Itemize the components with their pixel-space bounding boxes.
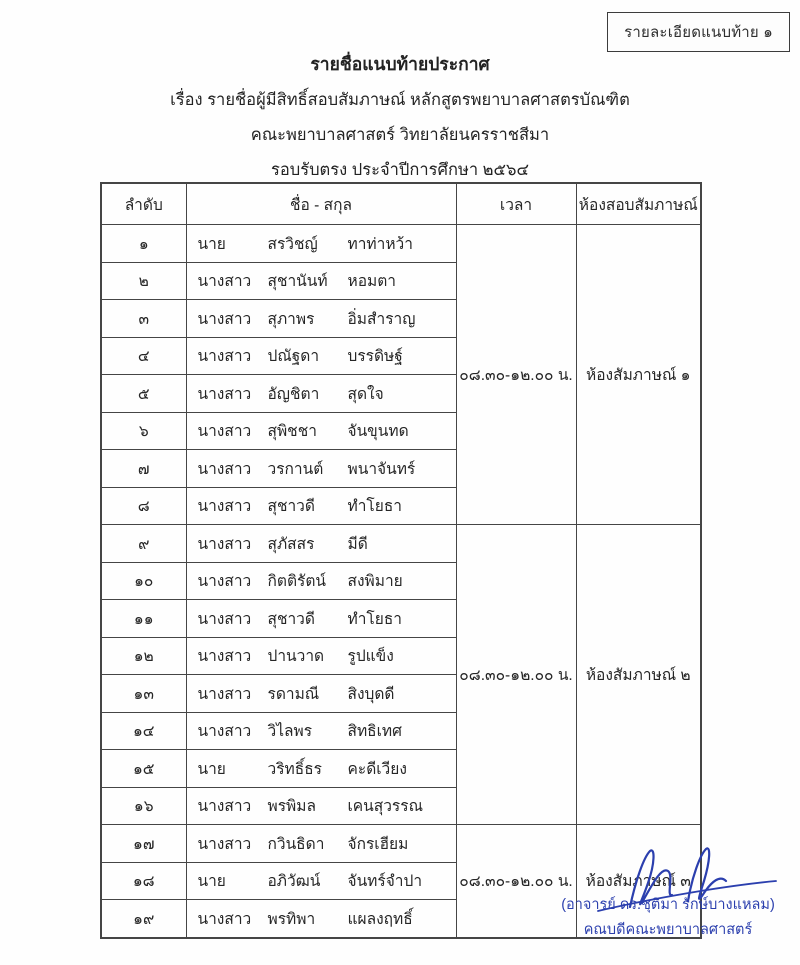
row-number: ๖: [101, 412, 186, 450]
first-name: วรกานต์: [267, 460, 324, 478]
row-number: ๘: [101, 487, 186, 525]
row-name: [186, 675, 456, 713]
header-name: ชื่อ - สกุล: [186, 183, 456, 225]
row-number: ๑๖: [101, 787, 186, 825]
title-block: [0, 50, 800, 192]
row-name: [186, 562, 456, 600]
row-number: ๒: [101, 262, 186, 300]
group-time: ๐๘.๓๐-๑๒.๐๐ น.: [456, 225, 576, 525]
first-name: พรพิมล: [267, 798, 316, 816]
last-name: ทำโยธา: [347, 498, 402, 516]
last-name: อิ่มสำราญ: [347, 310, 416, 328]
row-name: [186, 712, 456, 750]
row-name: [186, 787, 456, 825]
group-time: ๐๘.๓๐-๑๒.๐๐ น.: [456, 825, 576, 938]
row-number: ๕: [101, 375, 186, 413]
name-prefix: นางสาว: [197, 498, 252, 516]
row-name: [186, 750, 456, 788]
name-prefix: นาย: [197, 760, 226, 778]
row-number: ๑๕: [101, 750, 186, 788]
name-prefix: นางสาว: [197, 910, 252, 928]
first-name: สุภัสสร: [267, 535, 315, 553]
group-time: ๐๘.๓๐-๑๒.๐๐ น.: [456, 525, 576, 825]
first-name: ปานวาด: [267, 648, 325, 666]
last-name: ทำโยธา: [347, 610, 402, 628]
last-name: จักรเฮียม: [347, 835, 409, 853]
first-name: อภิวัฒน์: [267, 873, 321, 891]
row-name: [186, 862, 456, 900]
last-name: จันขุนทด: [347, 423, 409, 441]
first-name: วริทธิ์ธร: [267, 760, 322, 778]
row-name: [186, 375, 456, 413]
first-name: พรทิพา: [267, 910, 316, 928]
signature-block: [540, 893, 796, 943]
row-number: ๙: [101, 525, 186, 563]
first-name: อัญชิตา: [267, 385, 320, 403]
group-room: ห้องสัมภาษณ์ ๑: [576, 225, 701, 525]
last-name: มีดี: [347, 535, 368, 553]
row-number: ๑๗: [101, 825, 186, 863]
last-name: บรรดิษฐ์: [347, 348, 403, 366]
annex-label: รายละเอียดแนบท้าย ๑: [624, 24, 773, 41]
table-row: [101, 225, 701, 263]
row-number: ๑๓: [101, 675, 186, 713]
last-name: หอมตา: [347, 273, 397, 291]
table-header-row: [101, 183, 701, 225]
row-number: ๔: [101, 337, 186, 375]
row-name: [186, 412, 456, 450]
header-no: ลำดับ: [101, 183, 186, 225]
first-name: สุชาวดี: [267, 498, 315, 516]
name-prefix: นางสาว: [197, 273, 252, 291]
signer-name: (อาจารย์ ดร.ชุติมา รักษ์บางแหลม): [561, 897, 775, 913]
row-number: ๑๒: [101, 637, 186, 675]
name-prefix: นางสาว: [197, 460, 252, 478]
row-number: ๓: [101, 300, 186, 338]
last-name: สิงบุดดี: [347, 685, 395, 703]
row-name: [186, 450, 456, 488]
header-time: เวลา: [456, 183, 576, 225]
row-number: ๑๑: [101, 600, 186, 638]
name-prefix: นางสาว: [197, 310, 252, 328]
group-room: ห้องสัมภาษณ์ ๓: [576, 825, 701, 938]
header-room: ห้องสอบสัมภาษณ์: [576, 183, 701, 225]
annex-label-box: [607, 12, 790, 52]
first-name: กิตติรัตน์: [267, 573, 327, 591]
last-name: สงพิมาย: [347, 573, 403, 591]
name-prefix: นางสาว: [197, 648, 252, 666]
first-name: สุชานันท์: [267, 273, 328, 291]
last-name: เคนสุวรรณ: [347, 798, 423, 816]
document-subject: เรื่อง รายชื่อผู้มีสิทธิ์สอบสัมภาษณ์ หลักสูตรพยาบาลศาสตรบัณฑิต: [170, 91, 630, 109]
name-prefix: นาย: [197, 235, 226, 253]
last-name: จันทร์จำปา: [347, 873, 423, 891]
faculty-line: คณะพยาบาลศาสตร์ วิทยาลัยนครราชสีมา: [250, 126, 550, 144]
document-title: รายชื่อแนบท้ายประกาศ: [310, 54, 490, 74]
first-name: กวินธิดา: [267, 835, 325, 853]
name-prefix: นางสาว: [197, 348, 252, 366]
signer-title: คณบดีคณะพยาบาลศาสตร์: [583, 922, 753, 938]
row-name: [186, 300, 456, 338]
name-prefix: นางสาว: [197, 423, 252, 441]
table-row: [101, 525, 701, 563]
row-name: [186, 262, 456, 300]
row-name: [186, 825, 456, 863]
row-name: [186, 637, 456, 675]
row-number: ๑๘: [101, 862, 186, 900]
row-number: ๑๔: [101, 712, 186, 750]
last-name: แผลงฤทธิ์: [347, 910, 413, 928]
first-name: สรวิชญ์: [267, 235, 318, 253]
candidate-table: [100, 182, 702, 939]
name-prefix: นางสาว: [197, 835, 252, 853]
name-prefix: นาย: [197, 873, 226, 891]
last-name: สุดใจ: [347, 385, 384, 403]
name-prefix: นางสาว: [197, 610, 252, 628]
row-name: [186, 487, 456, 525]
round-year-line: รอบรับตรง ประจำปีการศึกษา ๒๕๖๔: [270, 161, 530, 179]
first-name: ปณัฐดา: [267, 348, 320, 366]
row-name: [186, 337, 456, 375]
row-name: [186, 900, 456, 938]
first-name: รดามณี: [267, 685, 320, 703]
name-prefix: นางสาว: [197, 385, 252, 403]
last-name: รูปแข็ง: [347, 648, 394, 666]
row-number: ๑๐: [101, 562, 186, 600]
last-name: ทาท่าหว้า: [347, 235, 413, 253]
row-name: [186, 600, 456, 638]
row-number: ๗: [101, 450, 186, 488]
name-prefix: นางสาว: [197, 798, 252, 816]
first-name: สุชาวดี: [267, 610, 315, 628]
row-number: ๑: [101, 225, 186, 263]
table-body: [101, 225, 701, 938]
row-name: [186, 525, 456, 563]
name-prefix: นางสาว: [197, 723, 252, 741]
last-name: สิทธิเทศ: [347, 723, 402, 741]
first-name: สุพิชชา: [267, 423, 317, 441]
first-name: สุภาพร: [267, 310, 315, 328]
first-name: วิไลพร: [267, 723, 313, 741]
row-number: ๑๙: [101, 900, 186, 938]
name-prefix: นางสาว: [197, 685, 252, 703]
last-name: คะดีเวียง: [347, 760, 407, 778]
name-prefix: นางสาว: [197, 573, 252, 591]
last-name: พนาจันทร์: [347, 460, 416, 478]
name-prefix: นางสาว: [197, 535, 252, 553]
group-room: ห้องสัมภาษณ์ ๒: [576, 525, 701, 825]
table-row: [101, 825, 701, 863]
row-name: [186, 225, 456, 263]
